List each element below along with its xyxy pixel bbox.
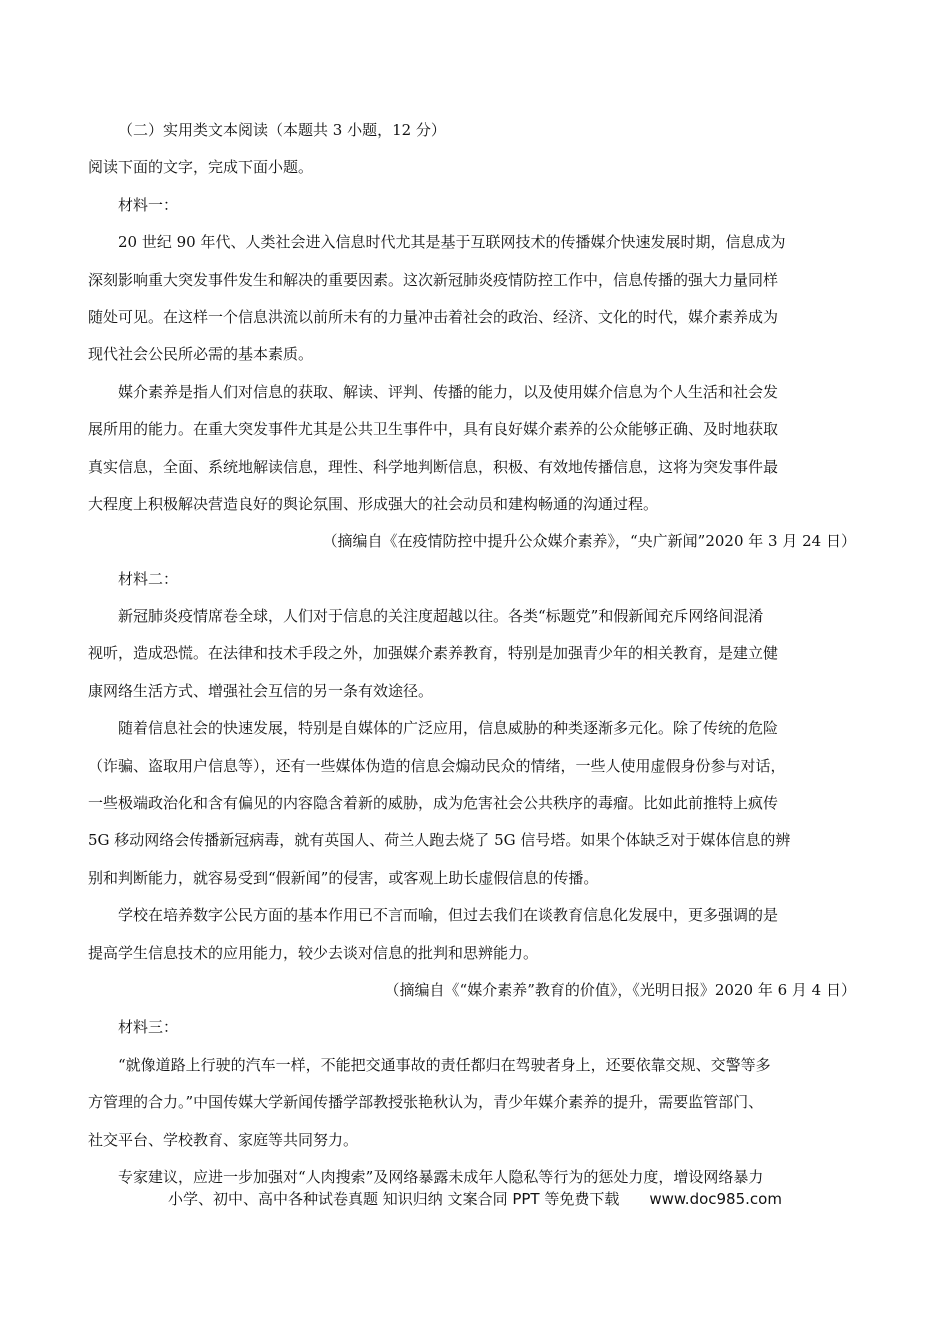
paragraph-line: “就像道路上行驶的汽车一样，不能把交通事故的责任都归在驾驶者身上，还要依靠交规、交警等多 (118, 1055, 771, 1074)
paragraph-line: 学校在培养数字公民方面的基本作用已不言而喻，但过去我们在谈教育信息化发展中，更多强调的是 (118, 906, 779, 925)
material1-paragraph-1 (88, 224, 858, 374)
material1-source: （摘编自《在疫情防控中提升公众媒介素养》，“央广新闻”2020 年 3 月 24 日） (322, 532, 856, 551)
paragraph-line: 方管理的合力。”中国传媒大学新闻传播学部教授张艳秋认为，青少年媒介素养的提升，需要监管部门、 (88, 1093, 764, 1112)
material2-label: 材料二： (118, 569, 179, 588)
material1-label: 材料一： (118, 195, 179, 214)
paragraph-line: 提高学生信息技术的应用能力，较少去谈对信息的批判和思辨能力。 (88, 943, 539, 962)
material3-label: 材料三： (118, 1018, 179, 1037)
paragraph-line: 随着信息社会的快速发展，特别是自媒体的广泛应用，信息威胁的种类逐渐多元化。除了传统的危险 (118, 719, 779, 738)
paragraph-line: 随处可见。在这样一个信息洪流以前所未有的力量冲击着社会的政治、经济、文化的时代，媒介素养成为 (88, 307, 779, 326)
footer-site-link[interactable]: www.doc985.com (649, 1190, 782, 1208)
paragraph-line: 深刻影响重大突发事件发生和解决的重要因素。这次新冠肺炎疫情防控工作中，信息传播的强大力量同样 (88, 270, 779, 289)
paragraph-line: 康网络生活方式、增强社会互信的另一条有效途径。 (88, 681, 434, 700)
paragraph-line: 20 世纪 90 年代、人类社会进入信息时代尤其是基于互联网技术的传播媒介快速发展时期，信息成为 (118, 233, 786, 252)
material2-paragraph-1 (88, 598, 858, 710)
footer-text: 小学、初中、高中各种试卷真题 知识归纳 文案合同 PPT 等免费下载 (168, 1190, 620, 1208)
paragraph-line: 社交平台、学校教育、家庭等共同努力。 (88, 1130, 359, 1149)
paragraph-line: 视听，造成恐慌。在法律和技术手段之外，加强媒介素养教育，特别是加强青少年的相关教育，是建立健 (88, 644, 779, 663)
document-body (88, 112, 858, 1196)
paragraph-line: 专家建议，应进一步加强对“人肉搜索”及网络暴露未成年人隐私等行为的惩处力度，增设网络暴力 (118, 1167, 764, 1186)
material2-source: （摘编自《“媒介素养”教育的价值》，《光明日报》2020 年 6 月 4 日） (384, 980, 856, 999)
material2-paragraph-3 (88, 897, 858, 972)
instruction: 阅读下面的文字，完成下面小题。 (88, 158, 314, 177)
paragraph-line: 大程度上积极解决营造良好的舆论氛围、形成强大的社会动员和建构畅通的沟通过程。 (88, 494, 659, 513)
paragraph-line: 一些极端政治化和含有偏见的内容隐含着新的威胁，成为危害社会公共秩序的毒瘤。比如此前推特上疯传 (88, 794, 779, 813)
section-heading: （二）实用类文本阅读（本题共 3 小题，12 分） (118, 121, 446, 139)
paragraph-line: （诈骗、盗取用户信息等），还有一些媒体伪造的信息会煽动民众的情绪，一些人使用虚假身份参与对话， (88, 756, 786, 775)
page-footer (0, 1188, 950, 1209)
paragraph-line: 现代社会公民所必需的基本素质。 (88, 345, 314, 364)
material2-paragraph-2 (88, 710, 858, 897)
material3-paragraph-1 (88, 1047, 858, 1159)
paragraph-line: 5G 移动网络会传播新冠病毒，就有英国人、荷兰人跑去烧了 5G 信号塔。如果个体缺乏对于媒体信息的辨 (88, 831, 791, 850)
paragraph-line: 别和判断能力，就容易受到“假新闻”的侵害，或客观上助长虚假信息的传播。 (88, 868, 599, 887)
paragraph-line: 真实信息，全面、系统地解读信息，理性、科学地判断信息，积极、有效地传播信息，这将为突发事件最 (88, 457, 779, 476)
paragraph-line: 新冠肺炎疫情席卷全球，人们对于信息的关注度超越以往。各类“标题党”和假新闻充斥网络间混淆 (118, 607, 764, 626)
material1-paragraph-2 (88, 374, 858, 524)
paragraph-line: 媒介素养是指人们对信息的获取、解读、评判、传播的能力，以及使用媒介信息为个人生活和社会发 (118, 382, 779, 401)
paragraph-line: 展所用的能力。在重大突发事件尤其是公共卫生事件中，具有良好媒介素养的公众能够正确、及时地获取 (88, 420, 779, 439)
